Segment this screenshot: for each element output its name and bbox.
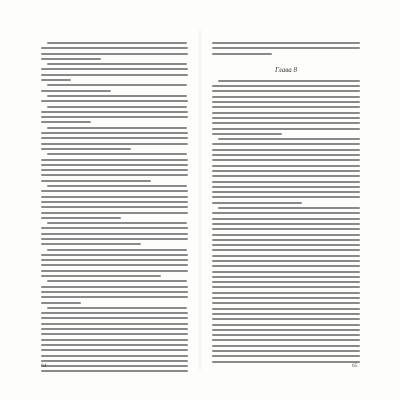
right-page-text bbox=[212, 42, 360, 360]
page-number-left: 64 bbox=[41, 363, 47, 369]
left-page-text bbox=[41, 42, 188, 360]
book-gutter bbox=[198, 30, 202, 370]
chapter-heading: Глава 8 bbox=[275, 65, 297, 74]
page-number-right: 65 bbox=[352, 363, 358, 369]
